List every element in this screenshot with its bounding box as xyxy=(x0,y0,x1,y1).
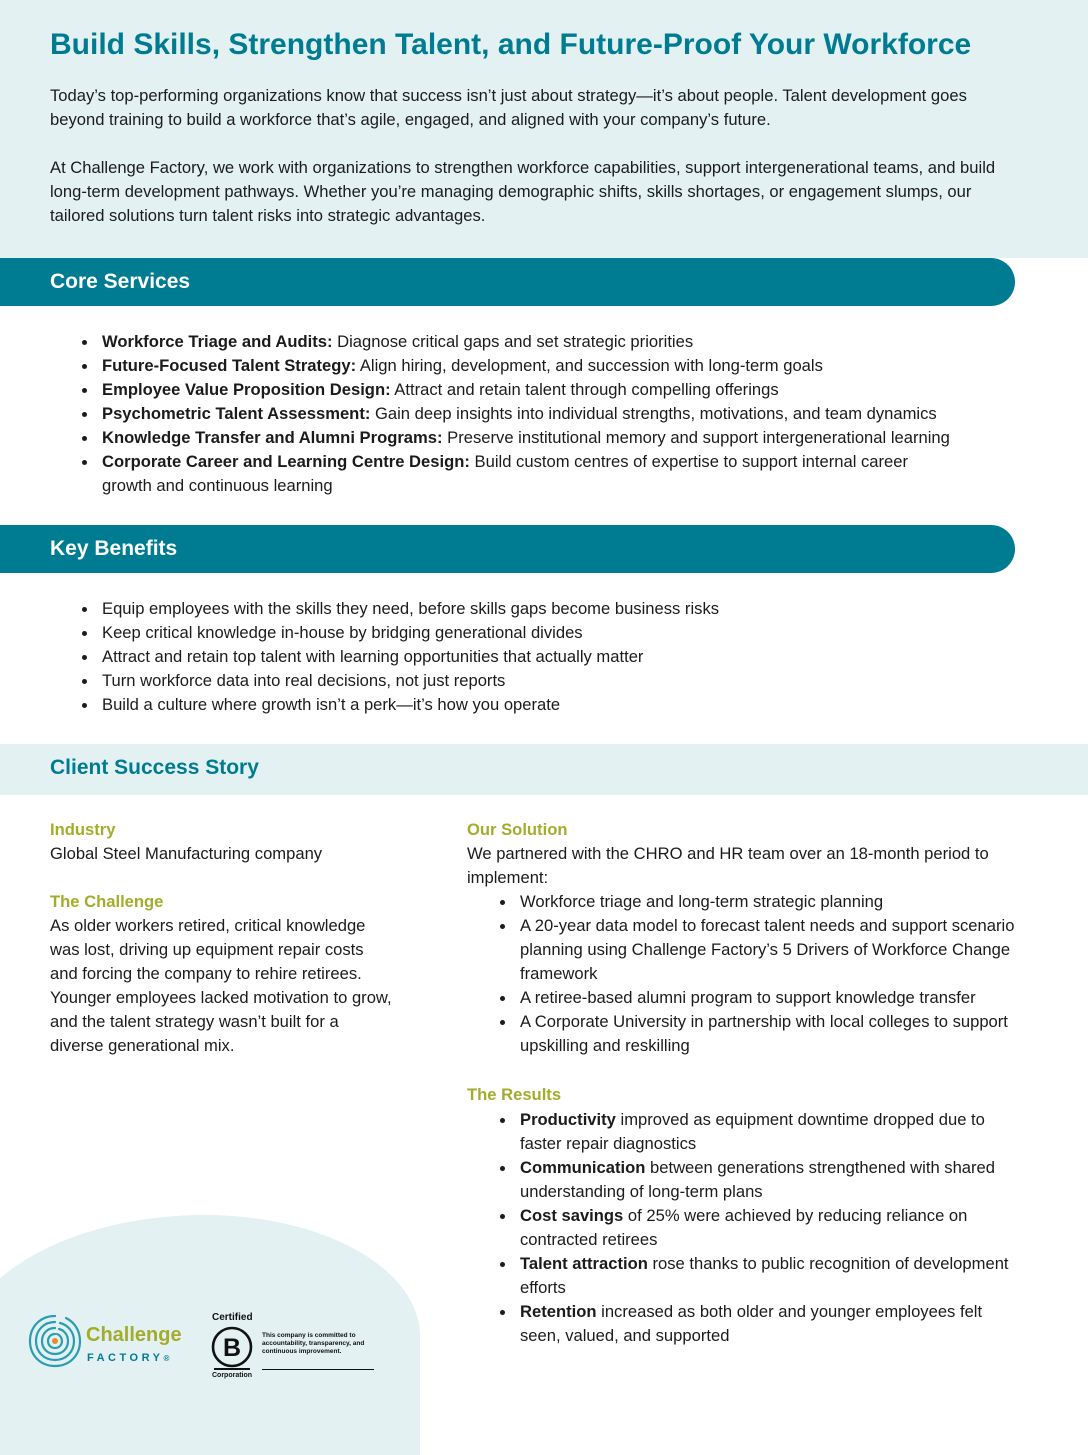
list-item xyxy=(520,1108,1025,1156)
results-label: The Results xyxy=(467,1085,562,1104)
list-item xyxy=(520,1300,1025,1348)
result-description: increased as both older and younger employees felt seen, valued, and supported xyxy=(520,1302,983,1345)
service-description: Diagnose critical gaps and set strategic priorities xyxy=(332,332,694,351)
success-story-heading: Client Success Story xyxy=(50,756,259,779)
service-name: Employee Value Proposition Design: xyxy=(102,380,391,399)
list-item xyxy=(102,330,1032,354)
result-description: between generations strengthened with shared understanding of long-term plans xyxy=(520,1158,996,1201)
result-keyword: Cost savings xyxy=(520,1206,624,1225)
bcorp-icon xyxy=(210,1325,254,1371)
list-item: Workforce triage and long-term strategic planning xyxy=(520,890,1020,914)
bcorp-certified-label: Certified xyxy=(212,1312,253,1323)
list-item: Attract and retain top talent with learning opportunities that actually matter xyxy=(102,645,1032,669)
result-description: of 25% were achieved by reducing reliance on contracted retirees xyxy=(520,1206,968,1249)
industry-text: Global Steel Manufacturing company xyxy=(50,844,323,863)
logo-subtitle-text: FACTORY xyxy=(87,1352,164,1364)
bcorp-corporation-label: Corporation xyxy=(212,1372,253,1379)
fingerprint-icon xyxy=(26,1310,84,1378)
service-description: Gain deep insights into individual strengths, motivations, and team dynamics xyxy=(370,404,937,423)
solution-label: Our Solution xyxy=(467,820,568,839)
result-keyword: Retention xyxy=(520,1302,597,1321)
key-benefits-header xyxy=(0,525,1015,573)
intro-paragraph-2: At Challenge Factory, we work with organizations to strengthen workforce capabilities, support intergenerational teams, and build long-term development pathways. Whether you’re managing demographic shifts, skills shortages, or engagement slumps, our tailored solutions turn talent risks into strategic advantages. xyxy=(50,158,996,225)
solution-intro: We partnered with the CHRO and HR team over an 18-month period to implement: xyxy=(467,844,989,887)
intro-paragraph-1: Today’s top-performing organizations know that success isn’t just about strategy—it’s about people. Talent development goes beyond training to build a workforce that’s agile, engaged, and aligned with your company’s future. xyxy=(50,86,967,129)
list-item: A retiree-based alumni program to support knowledge transfer xyxy=(520,986,1020,1010)
list-item xyxy=(102,378,1032,402)
challenge-text: As older workers retired, critical knowledge was lost, driving up equipment repair costs and forcing the company to rehire retirees. Younger employees lacked motivation to grow, and the talent strategy wasn’t built for a diverse generational mix. xyxy=(50,916,392,1055)
key-benefits-list xyxy=(102,597,1032,717)
service-description: Build custom centres of expertise to support internal career growth and continuous learning xyxy=(102,452,909,495)
list-item xyxy=(520,1252,1025,1300)
results-list xyxy=(520,1108,1025,1348)
core-services-list xyxy=(102,330,1032,498)
key-benefits-heading: Key Benefits xyxy=(50,537,178,560)
list-item xyxy=(102,354,1032,378)
hero-section xyxy=(0,0,1088,258)
service-name: Knowledge Transfer and Alumni Programs: xyxy=(102,428,443,447)
service-name: Psychometric Talent Assessment: xyxy=(102,404,371,423)
list-item: A 20-year data model to forecast talent needs and support scenario planning using Challenge Factory’s 5 Drivers of Workforce Change framework xyxy=(520,914,1020,986)
page-title: Build Skills, Strengthen Talent, and Future-Proof Your Workforce xyxy=(50,28,972,61)
service-description: Preserve institutional memory and support intergenerational learning xyxy=(442,428,950,447)
list-item xyxy=(102,450,952,498)
result-description: rose thanks to public recognition of development efforts xyxy=(520,1254,1009,1297)
bcorp-note: This company is committed to accountability, transparency, and continuous improvement. xyxy=(262,1332,365,1355)
list-item xyxy=(520,1156,1025,1204)
result-keyword: Communication xyxy=(520,1158,646,1177)
list-item: Build a culture where growth isn’t a perk—it’s how you operate xyxy=(102,693,1032,717)
service-name: Workforce Triage and Audits: xyxy=(102,332,333,351)
challenge-label: The Challenge xyxy=(50,892,164,911)
logo-subtitle xyxy=(87,1352,169,1364)
result-keyword: Talent attraction xyxy=(520,1254,648,1273)
result-description: improved as equipment downtime dropped due to faster repair diagnostics xyxy=(520,1110,985,1153)
list-item xyxy=(102,426,1032,450)
registered-mark: ® xyxy=(163,1354,170,1363)
challenge-factory-logo xyxy=(26,1310,206,1380)
list-item: Turn workforce data into real decisions, not just reports xyxy=(102,669,1032,693)
bcorp-divider xyxy=(262,1369,374,1370)
list-item: Keep critical knowledge in-house by bridging generational divides xyxy=(102,621,1032,645)
service-name: Future-Focused Talent Strategy: xyxy=(102,356,357,375)
solution-list xyxy=(520,890,1020,1058)
core-services-header xyxy=(0,258,1015,306)
list-item xyxy=(520,1204,1025,1252)
list-item: A Corporate University in partnership with local colleges to support upskilling and reskilling xyxy=(520,1010,1020,1058)
bcorp-badge xyxy=(210,1312,380,1384)
result-keyword: Productivity xyxy=(520,1110,616,1129)
service-description: Attract and retain talent through compelling offerings xyxy=(390,380,779,399)
bcorp-letter: B xyxy=(222,1334,242,1362)
list-item xyxy=(102,402,1032,426)
service-name: Corporate Career and Learning Centre Design: xyxy=(102,452,470,471)
logo-name: Challenge xyxy=(86,1324,182,1346)
list-item: Equip employees with the skills they need, before skills gaps become business risks xyxy=(102,597,1032,621)
core-services-heading: Core Services xyxy=(50,270,191,293)
industry-label: Industry xyxy=(50,820,116,839)
success-story-header xyxy=(0,744,1088,795)
service-description: Align hiring, development, and succession with long-term goals xyxy=(356,356,823,375)
